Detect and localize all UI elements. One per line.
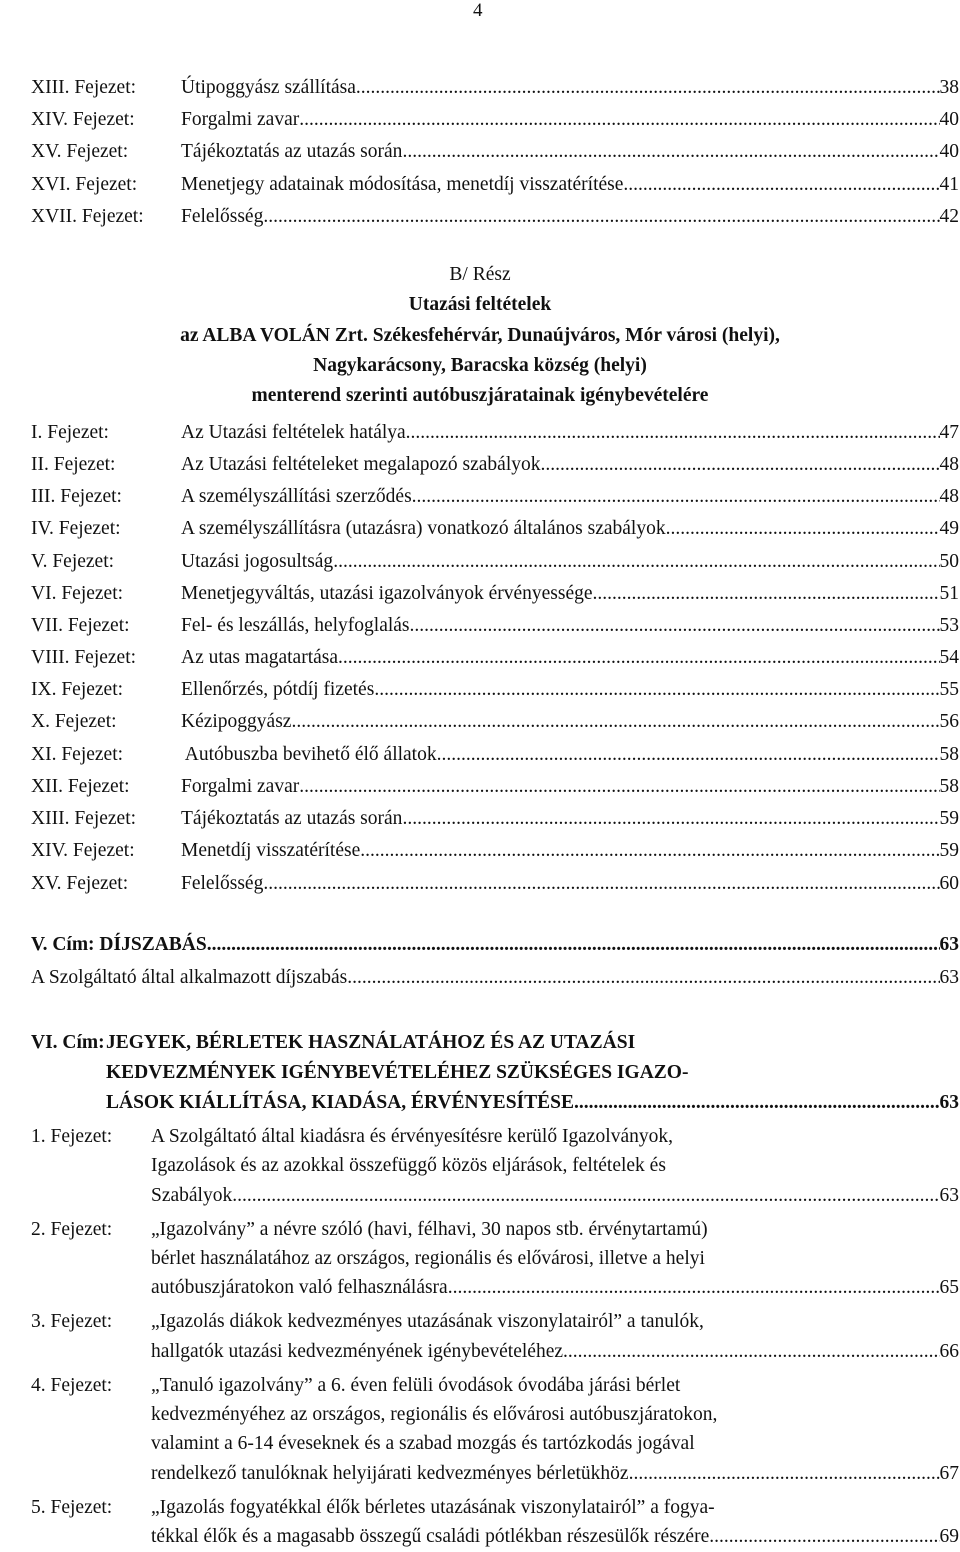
toc-entry-label: XV. Fejezet: (31, 873, 129, 894)
toc-entry[interactable] (31, 839, 959, 863)
toc-entry[interactable] (31, 614, 959, 638)
chapter-line: bérlet használatához az országos, regionális és elővárosi, illetve a helyi (151, 1248, 705, 1269)
toc-leader-dots (437, 743, 940, 767)
toc-entry[interactable] (151, 1462, 959, 1486)
toc-entry-title: Fel- és leszállás, helyfoglalás (181, 615, 410, 636)
toc-entry-page: 58 (939, 776, 959, 797)
toc-leader-dots (338, 646, 939, 670)
toc-entry-title: Tájékoztatás az utazás során (181, 808, 403, 829)
toc-leader-dots (410, 614, 940, 638)
chapter-line: „Tanuló igazolvány” a 6. éven felüli óvodások óvodába járási bérlet (151, 1375, 681, 1396)
toc-entry-page: 38 (939, 77, 959, 98)
part-b-subtitle-line: Nagykarácsony, Baracska község (helyi) (313, 355, 647, 376)
toc-leader-dots (593, 582, 940, 606)
toc-entry-title: V. Cím: DÍJSZABÁS (31, 934, 207, 955)
toc-entry[interactable] (31, 76, 959, 100)
toc-leader-dots (356, 76, 940, 100)
toc-leader-dots (232, 1184, 939, 1208)
toc-entry-page: 67 (939, 1463, 959, 1484)
toc-entry[interactable] (31, 966, 959, 990)
toc-entry-title: Forgalmi zavar (181, 776, 300, 797)
chapter-line: kedvezményéhez az országos, regionális és elővárosi autóbuszjáratokon, (151, 1404, 718, 1425)
toc-leader-dots (299, 775, 939, 799)
toc-leader-dots (406, 421, 940, 445)
toc-entry-title: Kézipoggyász (181, 711, 292, 732)
toc-entry-title: Forgalmi zavar (181, 109, 300, 130)
page-number: 4 (473, 0, 483, 21)
toc-entry-title: tékkal élők és a magasabb összegű családi pótlékban részesülők részére (151, 1526, 710, 1547)
toc-leader-dots (263, 205, 939, 229)
toc-entry[interactable] (31, 743, 959, 767)
toc-leader-dots (402, 807, 939, 831)
toc-entry-page: 55 (939, 679, 959, 700)
toc-entry-page: 47 (939, 422, 959, 443)
toc-entry-cim-vi[interactable] (106, 1091, 959, 1115)
toc-leader-dots (291, 710, 939, 734)
toc-entry-label: I. Fejezet: (31, 422, 109, 443)
toc-entry-label: XIII. Fejezet: (31, 808, 137, 829)
toc-leader-dots (563, 1340, 939, 1364)
toc-entry-label: XIV. Fejezet: (31, 109, 135, 130)
toc-entry[interactable] (151, 1184, 959, 1208)
chapter-line: „Igazolás diákok kedvezményes utazásának viszonylatairól” a tanulók, (151, 1311, 704, 1332)
toc-entry-title: A Szolgáltató által alkalmazott díjszabás (31, 967, 348, 988)
toc-entry-label: X. Fejezet: (31, 711, 117, 732)
toc-leader-dots (402, 140, 939, 164)
toc-entry-title: Menetjegyváltás, utazási igazolványok érvényessége (181, 583, 593, 604)
toc-leader-dots (629, 1462, 940, 1486)
toc-entry-label: V. Fejezet: (31, 551, 115, 572)
toc-entry-page: 58 (939, 744, 959, 765)
toc-entry-page: 60 (939, 873, 959, 894)
toc-entry-page: 40 (939, 109, 959, 130)
toc-entry-label: XVII. Fejezet: (31, 206, 144, 227)
toc-leader-dots (263, 872, 939, 896)
toc-entry[interactable] (151, 1525, 959, 1549)
toc-entry-page: 53 (939, 615, 959, 636)
part-b-title: Utazási feltételek (408, 294, 552, 315)
toc-entry-title: Ellenőrzés, pótdíj fizetés (181, 679, 375, 700)
toc-entry[interactable] (31, 108, 959, 132)
toc-entry-page: 48 (939, 486, 959, 507)
toc-entry[interactable] (151, 1276, 959, 1300)
chapter-label: 2. Fejezet: (31, 1219, 113, 1240)
toc-entry[interactable] (31, 421, 959, 445)
toc-entry-label: VII. Fejezet: (31, 615, 130, 636)
toc-entry[interactable] (31, 807, 959, 831)
toc-entry-title: Tájékoztatás az utazás során (181, 141, 403, 162)
toc-entry-label: VIII. Fejezet: (31, 647, 137, 668)
part-b-subtitle-line: menterend szerinti autóbuszjáratainak igénybevételére (251, 385, 709, 406)
toc-entry-title: LÁSOK KIÁLLÍTÁSA, KIADÁSA, ÉRVÉNYESÍTÉSE (106, 1092, 574, 1113)
toc-entry-title: Az utas magatartása (181, 647, 339, 668)
cim-vi-title-line: KEDVEZMÉNYEK IGÉNYBEVÉTELÉHEZ SZÜKSÉGES IGAZO- (106, 1062, 689, 1083)
toc-entry-page: 63 (939, 1092, 959, 1113)
toc-entry[interactable] (31, 140, 959, 164)
toc-entry-page: 65 (939, 1277, 959, 1298)
toc-entry[interactable] (31, 517, 959, 541)
cim-vi-label: VI. Cím: (31, 1032, 105, 1053)
toc-entry-page: 63 (939, 1185, 959, 1206)
toc-entry-title: Útipoggyász szállítása (181, 77, 356, 98)
toc-entry[interactable] (31, 775, 959, 799)
toc-entry-title: hallgatók utazási kedvezményének igénybevételéhez (151, 1341, 564, 1362)
toc-entry-page: 48 (939, 454, 959, 475)
toc-leader-dots (709, 1525, 939, 1549)
toc-leader-dots (623, 173, 939, 197)
chapter-line: Igazolások és az azokkal összefüggő közös eljárások, feltételek és (151, 1155, 666, 1176)
toc-entry-label: III. Fejezet: (31, 486, 122, 507)
part-b-subtitle-line: az ALBA VOLÁN Zrt. Székesfehérvár, Dunaújváros, Mór városi (helyi), (180, 325, 780, 346)
toc-entry-page: 54 (939, 647, 959, 668)
toc-leader-dots (207, 933, 940, 957)
chapter-line: A Szolgáltató által kiadásra és érvényesítésre kerülő Igazolványok, (151, 1126, 673, 1147)
chapter-line: valamint a 6-14 éveseknek és a szabad mozgás és tartózkodás jogával (151, 1433, 695, 1454)
chapter-label: 1. Fejezet: (31, 1126, 113, 1147)
chapter-line: „Igazolás fogyatékkal élők bérletes utazásának viszonylatairól” a fogya- (151, 1497, 715, 1518)
toc-entry-page: 66 (939, 1341, 959, 1362)
toc-leader-dots (347, 966, 939, 990)
toc-entry[interactable] (31, 173, 959, 197)
toc-entry-page: 59 (939, 840, 959, 861)
toc-leader-dots (448, 1276, 940, 1300)
toc-leader-dots (541, 453, 940, 477)
toc-entry-page: 40 (939, 141, 959, 162)
toc-entry-page: 41 (939, 174, 959, 195)
toc-entry[interactable] (31, 453, 959, 477)
toc-leader-dots (666, 517, 940, 541)
toc-entry[interactable] (151, 1340, 959, 1364)
toc-entry-title: autóbuszjáratokon való felhasználásra (151, 1277, 448, 1298)
toc-entry[interactable] (31, 872, 959, 896)
chapter-label: 4. Fejezet: (31, 1375, 113, 1396)
toc-entry-label: IX. Fejezet: (31, 679, 124, 700)
toc-entry-page: 50 (939, 551, 959, 572)
toc-entry[interactable] (31, 582, 959, 606)
toc-entry-label: XIV. Fejezet: (31, 840, 135, 861)
toc-entry-title: Az Utazási feltételeket megalapozó szabályok (181, 454, 541, 475)
toc-entry-label: XIII. Fejezet: (31, 77, 137, 98)
toc-entry[interactable] (31, 205, 959, 229)
toc-entry-title: Felelősség (181, 873, 264, 894)
toc-entry-title: rendelkező tanulóknak helyijárati kedvezményes bérletükhöz (151, 1463, 629, 1484)
toc-entry-label: XVI. Fejezet: (31, 174, 138, 195)
toc-leader-dots (299, 108, 939, 132)
toc-entry-title: Az Utazási feltételek hatálya (181, 422, 406, 443)
toc-leader-dots (360, 839, 939, 863)
toc-leader-dots (574, 1091, 940, 1115)
toc-entry-cim-v[interactable] (31, 933, 959, 957)
toc-leader-dots (412, 485, 940, 509)
chapter-line: „Igazolvány” a névre szóló (havi, félhavi, 30 napos stb. érvénytartamú) (151, 1219, 708, 1240)
toc-entry-page: 51 (939, 583, 959, 604)
toc-entry[interactable] (31, 710, 959, 734)
toc-entry-label: XV. Fejezet: (31, 141, 129, 162)
toc-entry[interactable] (31, 485, 959, 509)
toc-entry-title: Utazási jogosultság (181, 551, 334, 572)
toc-entry-title: Autóbuszba bevihető élő állatok (181, 744, 437, 765)
toc-leader-dots (333, 550, 939, 574)
toc-entry-page: 63 (939, 934, 959, 955)
toc-entry-title: A személyszállítási szerződés (181, 486, 412, 507)
toc-entry-title: Menetdíj visszatérítése (181, 840, 361, 861)
toc-entry-label: II. Fejezet: (31, 454, 116, 475)
toc-entry-page: 59 (939, 808, 959, 829)
toc-leader-dots (374, 678, 939, 702)
toc-entry-page: 42 (939, 206, 959, 227)
toc-entry-page: 49 (939, 518, 959, 539)
toc-entry-label: XI. Fejezet: (31, 744, 124, 765)
toc-entry-label: IV. Fejezet: (31, 518, 121, 539)
part-b-label: B/ Rész (449, 264, 511, 285)
toc-entry-title: A személyszállításra (utazásra) vonatkozó általános szabályok (181, 518, 666, 539)
chapter-label: 3. Fejezet: (31, 1311, 113, 1332)
toc-entry-title: Szabályok (151, 1185, 233, 1206)
toc-entry-page: 56 (939, 711, 959, 732)
toc-entry[interactable] (31, 646, 959, 670)
cim-vi-title-line: JEGYEK, BÉRLETEK HASZNÁLATÁHOZ ÉS AZ UTAZÁSI (106, 1032, 636, 1053)
toc-entry-page: 69 (939, 1526, 959, 1547)
toc-entry[interactable] (31, 550, 959, 574)
toc-entry-page: 63 (939, 967, 959, 988)
toc-entry-title: Felelősség (181, 206, 264, 227)
chapter-label: 5. Fejezet: (31, 1497, 113, 1518)
toc-entry-label: VI. Fejezet: (31, 583, 124, 604)
toc-entry-label: XII. Fejezet: (31, 776, 130, 797)
toc-entry[interactable] (31, 678, 959, 702)
toc-entry-title: Menetjegy adatainak módosítása, menetdíj visszatérítése (181, 174, 624, 195)
